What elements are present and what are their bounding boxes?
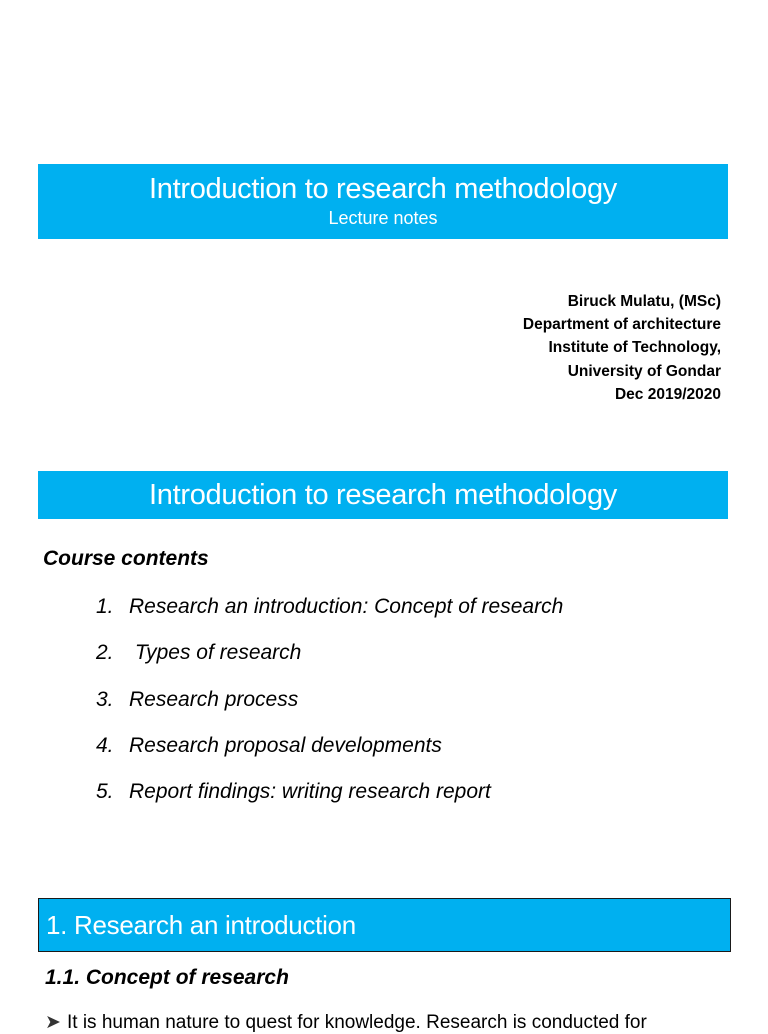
list-item-number: 2. <box>96 641 114 665</box>
list-item-number: 3. <box>96 687 114 711</box>
list-item-text: Research an introduction: Concept of research <box>129 595 564 618</box>
author-university: University of Gondar <box>567 362 721 380</box>
list-item-text: Report findings: writing research report <box>129 780 491 804</box>
list-item <box>96 683 563 729</box>
bullet-text: It is human nature to quest for knowledge. Research is conducted for <box>67 1012 647 1033</box>
author-block <box>523 290 721 406</box>
author-institute: Institute of Technology, <box>548 339 721 357</box>
list-item-text: Types of research <box>129 641 302 665</box>
author-name: Biruck Mulatu, (MSc) <box>567 293 721 310</box>
list-item <box>96 729 563 775</box>
slide-subtitle: Lecture notes <box>328 208 438 228</box>
course-contents-list <box>96 590 563 821</box>
section-banner-title: 1. Research an introduction <box>46 910 356 940</box>
list-item <box>96 636 563 682</box>
list-item-text: Research process <box>129 687 299 711</box>
course-banner <box>38 471 728 519</box>
course-contents-heading: Course contents <box>43 547 209 570</box>
course-banner-title: Introduction to research methodology <box>149 479 617 511</box>
list-item-number: 5. <box>96 780 114 804</box>
bullet-paragraph <box>45 1012 745 1034</box>
author-department: Department of architecture <box>522 316 721 334</box>
list-item-text: Research proposal developments <box>129 733 442 757</box>
author-date: Dec 2019/2020 <box>614 385 721 403</box>
arrow-bullet-icon: ➤ <box>45 1012 61 1033</box>
list-item-number: 4. <box>96 733 114 757</box>
concept-heading: 1.1. Concept of research <box>45 966 289 989</box>
list-item <box>96 590 563 636</box>
list-item-number: 1. <box>96 595 114 618</box>
section-banner <box>38 898 731 952</box>
slide-title: Introduction to research methodology <box>149 173 617 205</box>
list-item <box>96 775 563 821</box>
title-banner <box>38 164 728 239</box>
